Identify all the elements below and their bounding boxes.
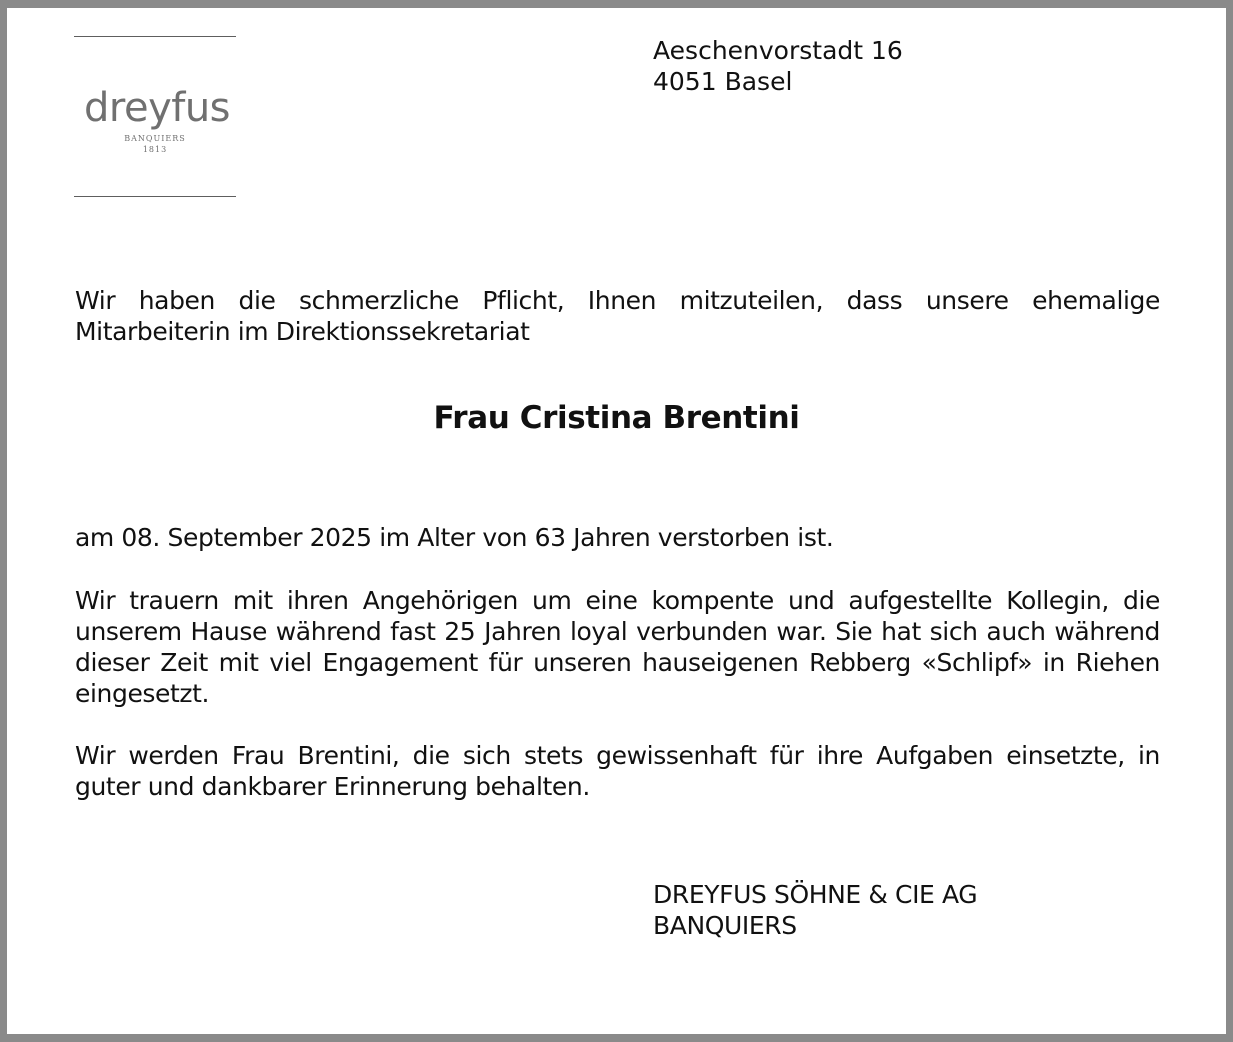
letter-page (7, 8, 1226, 1034)
logo-wordmark: dreyfus (84, 85, 231, 131)
sender-address (653, 35, 903, 97)
address-street: Aeschenvorstadt 16 (653, 36, 903, 65)
logo-bottom-rule (74, 196, 236, 197)
logo-subtitle: BANQUIERS (124, 134, 186, 143)
signature-subtitle: BANQUIERS (653, 911, 797, 940)
memory-paragraph: Wir werden Frau Brentini, die sich stets gewissenhaft für ihre Aufgaben einsetzte, in guter und dankbarer Erinnerung behalten. (75, 741, 1160, 801)
logo-year: 1813 (142, 145, 168, 154)
address-city: 4051 Basel (653, 67, 793, 96)
dreyfus-logo (74, 36, 236, 197)
signature-company: DREYFUS SÖHNE & CIE AG (653, 880, 978, 909)
death-paragraph: am 08. September 2025 im Alter von 63 Jahren verstorben ist. (75, 523, 834, 552)
mourning-paragraph: Wir trauern mit ihren Angehörigen um eine kompente und aufgestellte Kollegin, die unserem Hause während fast 25 Jahren loyal verbunden war. Sie hat sich auch während dieser Zeit mit viel Engagement für unseren hauseigenen Rebberg «Schlipf» in Riehen eingesetzt. (75, 586, 1160, 708)
signature-block (653, 879, 977, 941)
intro-paragraph: Wir haben die schmerzliche Pflicht, Ihnen mitzuteilen, dass unsere ehemalige Mitarbeiterin im Direktionssekretariat (75, 286, 1160, 346)
deceased-name: Frau Cristina Brentini (433, 400, 800, 436)
logo-top-rule (74, 36, 236, 37)
